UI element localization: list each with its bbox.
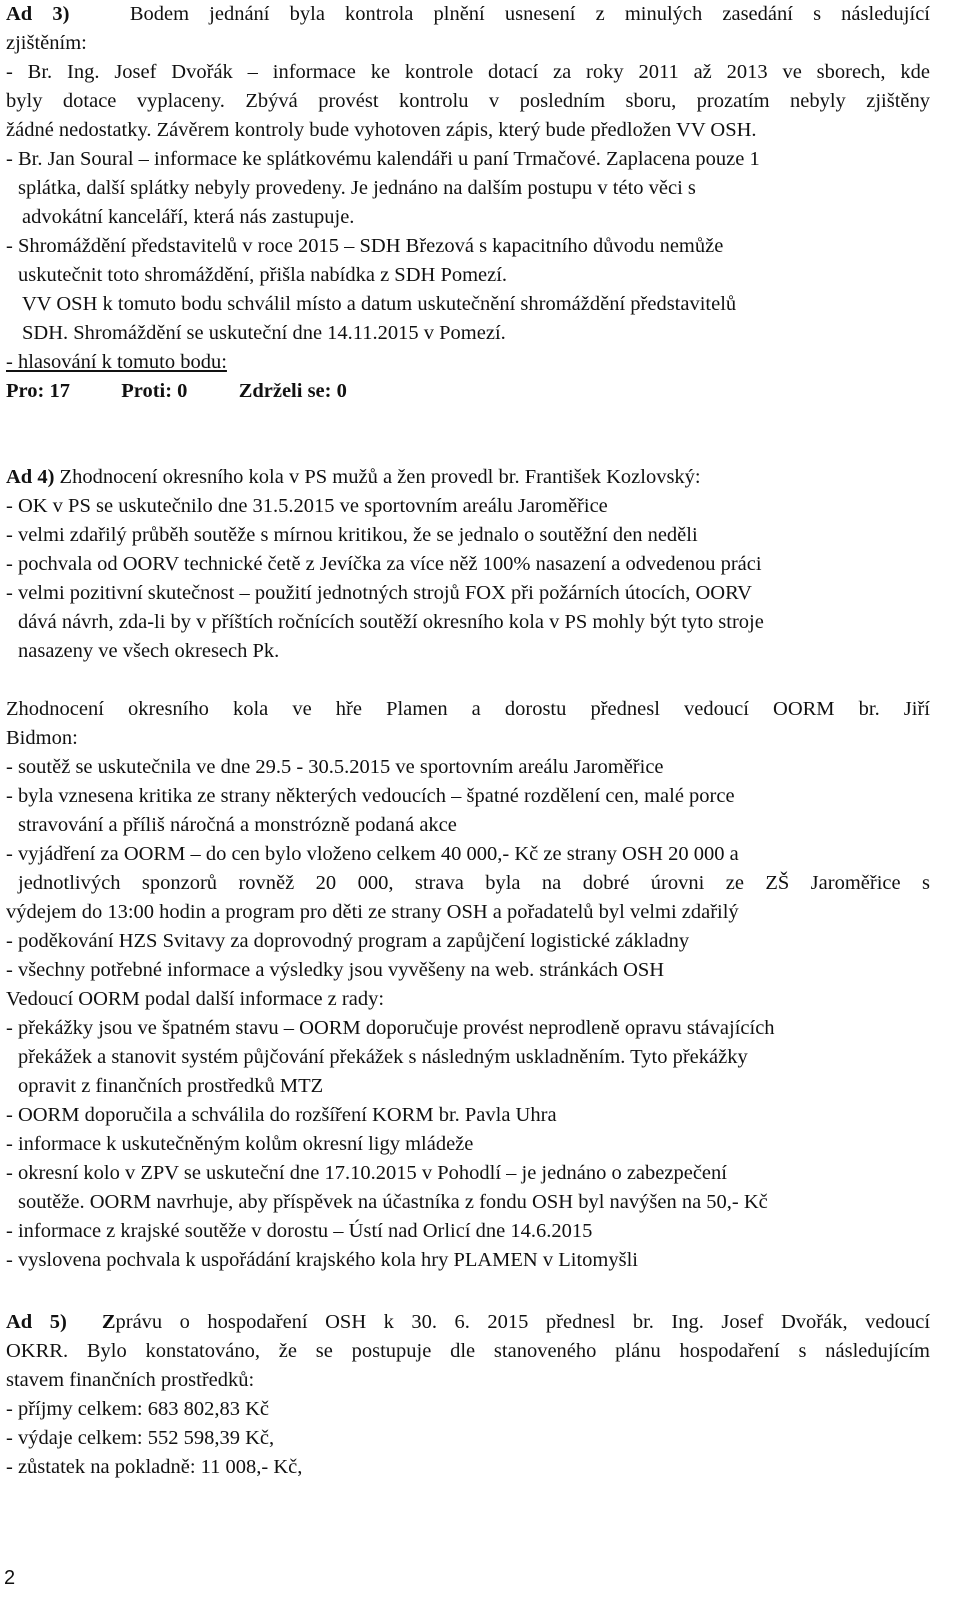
ad5-income: - příjmy celkem: 683 802,83 Kč (6, 1398, 270, 1420)
ad4-intro-line (6, 463, 930, 492)
ad4-youth-line-16: - informace k uskutečněným kolům okresní ligy mládeže (6, 1133, 474, 1155)
ad3-intro-line (6, 0, 930, 29)
section-spacer (6, 406, 930, 463)
ad3-line-4: - Br. Jan Soural – informace ke splátkovému kalendáři u paní Trmačové. Zaplacena pouze 1 (6, 148, 760, 170)
ad4-youth-line-10: - všechny potřebné informace a výsledky jsou vyvěšeny na web. stránkách OSH (6, 959, 665, 981)
ad3-line-3: žádné nedostatky. Závěrem kontroly bude vyhotoven zápis, který bude předložen VV OSH. (6, 119, 757, 141)
vote-heading: - hlasování k tomuto bodu: (6, 351, 227, 373)
ad4-youth-line-12: - překážky jsou ve špatném stavu – OORM doporučuje provést neprodleně opravu stávajících (6, 1017, 775, 1039)
ad4-intro: Zhodnocení okresního kola v PS mužů a žen provedl br. František Kozlovský: (59, 466, 701, 488)
ad4-youth-line-9: - poděkování HZS Svitavy za doprovodný program a zapůjčení logistické základny (6, 930, 690, 952)
vote-abstain: Zdrželi se: 0 (238, 380, 347, 402)
vote-for: Pro: 17 (6, 380, 70, 402)
ad4-line-2: - velmi zdařilý průběh soutěže s mírnou kritikou, že se jednalo o soutěžní den neděli (6, 524, 698, 546)
paragraph-spacer (6, 666, 930, 695)
ad4-youth-line-5: stravování a příliš náročná a monstrózně podaná akce (18, 814, 457, 836)
ad4-youth-line-11: Vedoucí OORM podal další informace z rady: (6, 988, 385, 1010)
ad5-cash-balance: - zůstatek na pokladně: 11 008,- Kč, (6, 1456, 303, 1478)
ad4-label: Ad 4) (6, 466, 55, 488)
section-ad5 (6, 1308, 930, 1482)
ad3-intro-cont: zjištěním: (6, 32, 87, 54)
ad5-intro: právu o hospodaření OSH k 30. 6. 2015 přednesl br. Ing. Josef Dvořák, vedoucí (115, 1311, 931, 1333)
ad4-youth-line-17: - okresní kolo v ZPV se uskuteční dne 17.10.2015 v Pohodlí – je jednáno o zabezpečení (6, 1162, 727, 1184)
ad4-line-6: nasazeny ve všech okresech Pk. (18, 640, 280, 662)
ad4-line-5: dává návrh, zda-li by v příštích ročnících soutěží okresního kola v PS mohly být tyto stroje (18, 611, 764, 633)
ad4-youth-line-4: - byla vznesena kritika ze strany některých vedoucích – špatné rozdělení cen, malé porce (6, 785, 735, 807)
ad4-youth-line-3: - soutěž se uskutečnila ve dne 29.5 - 30.5.2015 ve sportovním areálu Jaroměřice (6, 756, 664, 778)
ad3-line-8: uskutečnit toto shromáždění, přišla nabídka z SDH Pomezí. (18, 264, 508, 286)
vote-results (6, 377, 930, 406)
ad5-line-2: OKRR. Bylo konstatováno, že se postupuje dle stanoveného plánu hospodaření s následujícím (6, 1340, 930, 1362)
ad3-line-5: splátka, další splátky nebyly provedeny. Je jednáno na dalším postupu v této věci s (18, 177, 696, 199)
ad5-expenses: - výdaje celkem: 552 598,39 Kč, (6, 1427, 275, 1449)
ad3-label: Ad 3) (6, 3, 70, 25)
ad4-youth-line-18: soutěže. OORM navrhuje, aby příspěvek na účastníka z fondu OSH byl navýšen na 50,- Kč (18, 1191, 768, 1213)
ad4-youth-line-2: Bidmon: (6, 727, 78, 749)
ad4-youth-line-14: opravit z finančních prostředků MTZ (18, 1075, 324, 1097)
ad4-youth-line-6: - vyjádření za OORM – do cen bylo vloženo celkem 40 000,- Kč ze strany OSH 20 000 a (6, 843, 739, 865)
document-page (6, 0, 930, 1482)
ad5-line-3: stavem finančních prostředků: (6, 1369, 255, 1391)
vote-against: Proti: 0 (121, 380, 188, 402)
section-spacer (6, 1275, 930, 1308)
page-number: 2 (4, 1567, 16, 1589)
ad3-intro: Bodem jednání byla kontrola plnění usnesení z minulých zasedání s následující (129, 3, 930, 25)
ad3-line-1: - Br. Ing. Josef Dvořák – informace ke kontrole dotací za roky 2011 až 2013 ve sborech, kde (6, 61, 930, 83)
ad4-line-3: - pochvala od OORV technické četě z Jevíčka za více něž 100% nasazení a odvedenou práci (6, 553, 762, 575)
ad4-youth-line-19: - informace z krajské soutěže v dorostu – Ústí nad Orlicí dne 14.6.2015 (6, 1220, 593, 1242)
ad4-youth-line-13: překážek a stanovit systém půjčování překážek s následným uskladněním. Tyto překážky (18, 1046, 748, 1068)
ad3-line-6: advokátní kanceláří, která nás zastupuje. (22, 206, 355, 228)
section-ad3 (6, 0, 930, 406)
ad5-label: Ad 5) (6, 1311, 67, 1333)
ad3-line-10: SDH. Shromáždění se uskuteční dne 14.11.2015 v Pomezí. (22, 322, 506, 344)
section-ad4 (6, 463, 930, 1275)
ad5-intro-line (6, 1308, 930, 1337)
ad3-line-7: - Shromáždění představitelů v roce 2015 – SDH Březová s kapacitního důvodu nemůže (6, 235, 724, 257)
ad4-line-4: - velmi pozitivní skutečnost – použití jednotných strojů FOX při požárních útocích, OORV (6, 582, 752, 604)
ad4-youth-line-7: jednotlivých sponzorů rovněž 20 000, strava byla na dobré úrovni ze ZŠ Jaroměřice s (18, 872, 930, 894)
ad4-line-1: - OK v PS se uskutečnilo dne 31.5.2015 ve sportovním areálu Jaroměřice (6, 495, 608, 517)
ad4-youth-line-1: Zhodnocení okresního kola ve hře Plamen a dorostu přednesl vedoucí OORM br. Jiří (6, 698, 930, 720)
ad5-initial: Z (101, 1311, 116, 1333)
ad4-youth-line-8: výdejem do 13:00 hodin a program pro děti ze strany OSH a pořadatelů byl velmi zdařilý (6, 901, 739, 923)
ad4-youth-line-15: - OORM doporučila a schválila do rozšíření KORM br. Pavla Uhra (6, 1104, 557, 1126)
ad3-line-9: VV OSH k tomuto bodu schválil místo a datum uskutečnění shromáždění představitelů (22, 293, 737, 315)
ad3-line-2: byly dotace vyplaceny. Zbývá provést kontrolu v posledním sboru, prozatím nebyly zjištěny (6, 90, 930, 112)
ad4-youth-line-20: - vyslovena pochvala k uspořádání krajského kola hry PLAMEN v Litomyšli (6, 1249, 638, 1271)
